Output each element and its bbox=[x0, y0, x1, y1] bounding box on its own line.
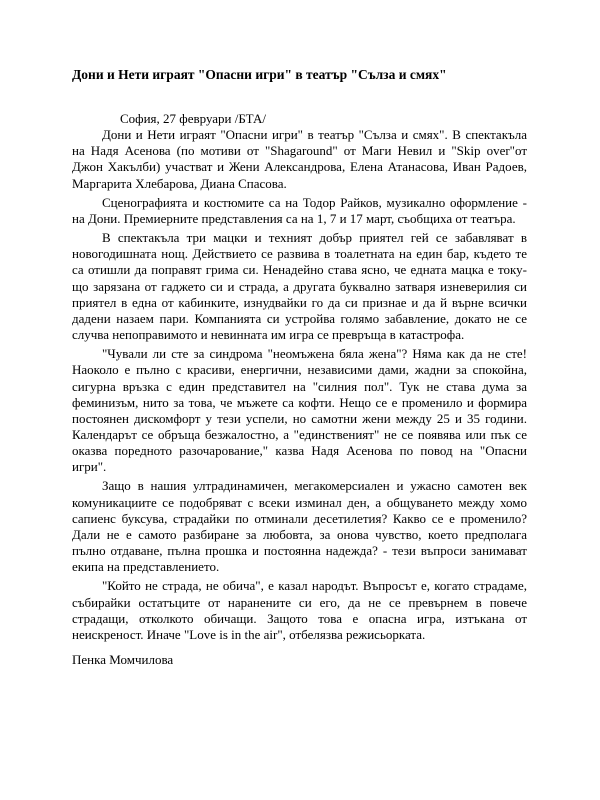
article-author: Пенка Момчилова bbox=[72, 652, 174, 667]
article-paragraph-3: В спектакъла три мацки и техният добър приятел гей се забавляват в новогодишната нощ. Действието се развива в тоалетната на един бар, където те са отишли да поправят грима си. Ненадейно става ясно, че едната мацка е току-що зарязана от гаджето си и страда, а другата буквално затваря изневерилия си приятел в една от кабинките, изнудвайки го да си признае и да й върне всички дадени назаем пари. Компанията си устройва голямо забавление, докато не се случва непоправимото и невинната им игра се превръща в катастрофа. bbox=[72, 230, 527, 343]
article-paragraph-2: Сценографията и костюмите са на Тодор Райков, музикално оформление - на Дони. Премиерните представления са на 1, 7 и 17 март, съобщиха от театъра. bbox=[72, 194, 527, 226]
article-paragraph-5: Защо в нашия ултрадинамичен, мегакомерсиален и ужасно самотен век комуникациите се подобряват с всеки изминал ден, а общуването между хомо сапиенс буксува, страдайки по отминали десетилетия? Какво се е променило? Дали не е самото разбиране за любовта, за онова чувство, което предполага пълно отдаване, пълна прошка и постоянна надежда? - тези въпроси занимават екипа на представлението. bbox=[72, 478, 527, 575]
article-title: Дони и Нети играят "Опасни игри" в театър "Сълза и смях" bbox=[72, 67, 447, 82]
article-paragraph-4: "Чували ли сте за синдрома "неомъжена бяла жена"? Няма как да не сте! Наоколо е пълно с красиви, енергични, независими дами, жадни за спокойна, сигурна връзка с един представител на "силния пол". Тук не става дума за феминизъм, нито за това, че мъжете са кофти. Нещо се е променило и формира постоянен дискомфорт у тези успели, но самотни жени между 25 и 35 години. Календарът се обръща безжалостно, а "единственият" не се появява или пък се оказва поредното разочарование," казва Надя Асенова по повод на "Опасни игри". bbox=[72, 346, 527, 475]
article-body bbox=[72, 111, 527, 646]
article-dateline: София, 27 февруари /БТА/ bbox=[120, 111, 266, 126]
article-paragraph-6: "Който не страда, не обича", е казал народът. Въпросът е, когато страдаме, събирайки остатъците от наранените си его, да не се превърнем в повече страдащи, отколкото обичащи. Защото това е опасна игра, изтъкана от неискреност. Иначе "Love is in the air", отбелязва режисьорката. bbox=[72, 578, 527, 642]
article-paragraph-1: Дони и Нети играят "Опасни игри" в театър "Сълза и смях". В спектакъла на Надя Асенова (по мотиви от "Shagaround" от Маги Невил и "Skip over"от Джон Хакълби) участват и Жени Александрова, Елена Атанасова, Иван Радоев, Маргарита Хлебарова, Диана Спасова. bbox=[72, 127, 527, 191]
